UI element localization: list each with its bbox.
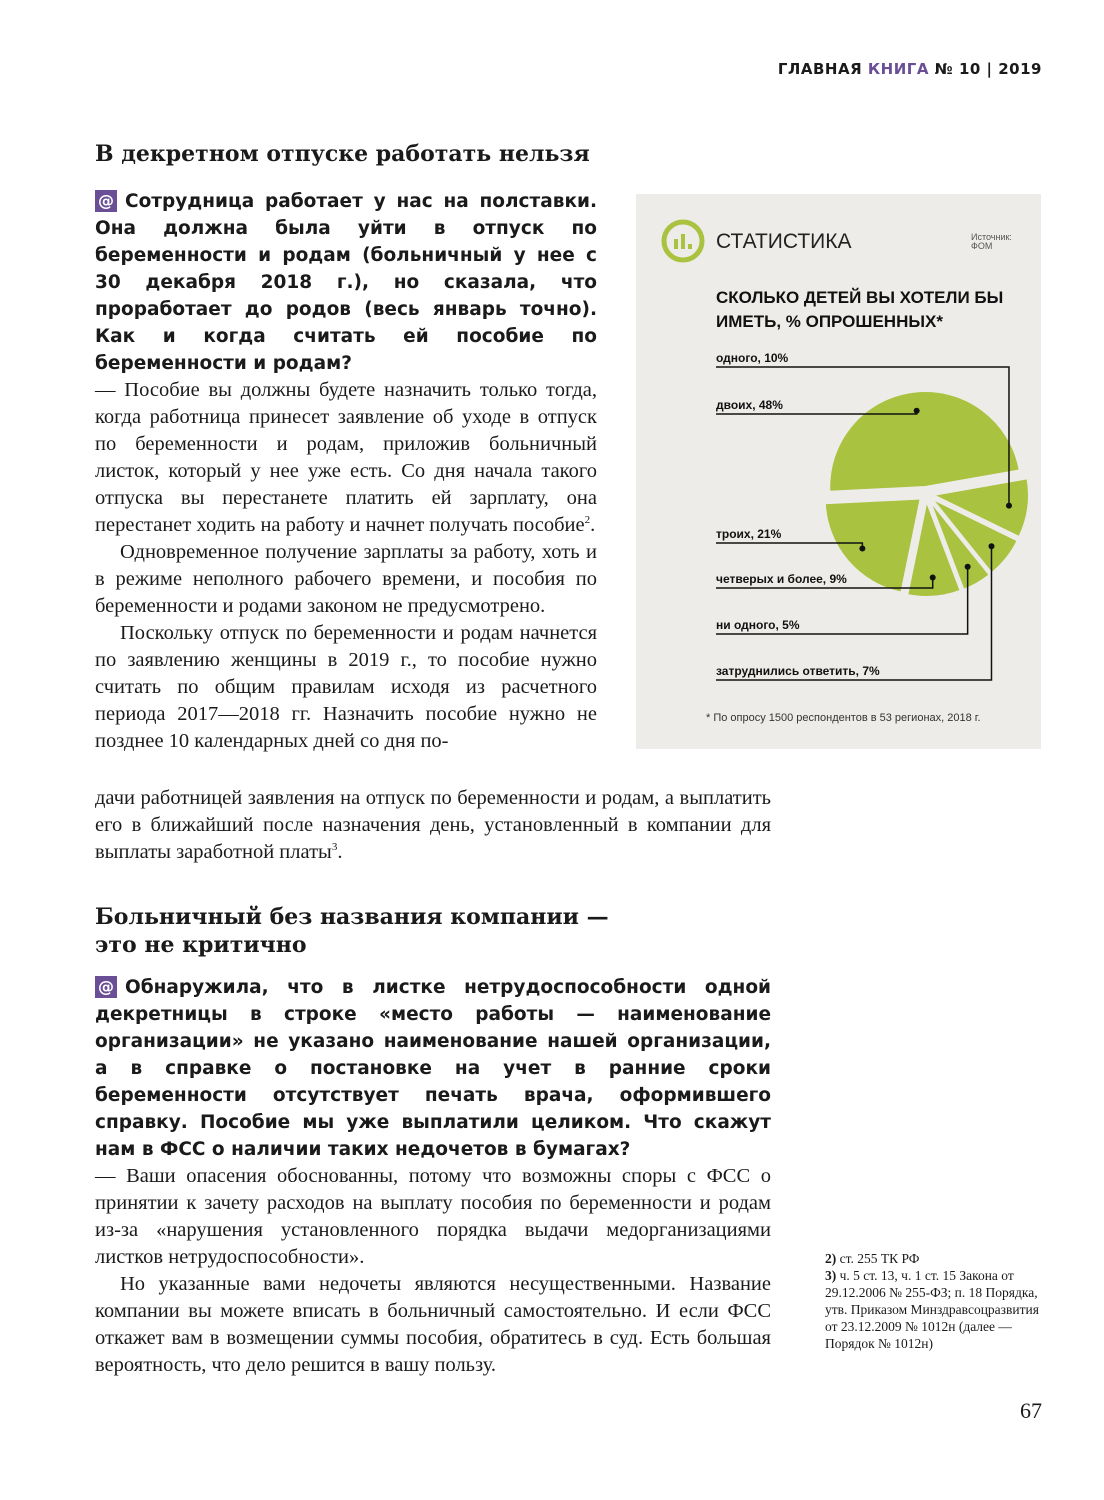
journal-header bbox=[778, 60, 1042, 78]
pie-chart bbox=[636, 194, 1041, 749]
leader-dot-one bbox=[1006, 503, 1012, 509]
pie-label-two: двоих, 48% bbox=[716, 398, 783, 412]
pie-slice-two bbox=[829, 391, 1020, 492]
section2-answer2: Но указанные вами недочеты являются несущественными. Название компании вы можете вписать в больничный самостоятельно. И если ФСС откажет вам в возмещении суммы пособия, обратитесь в суд. Есть большая вероятность, что дело решится в вашу пользу. bbox=[95, 1273, 771, 1376]
footnote-ref-2[interactable]: 2 bbox=[584, 514, 591, 527]
section1-answer1: — Пособие вы должны будете назначить только тогда, когда работница принесет заявление об уходе в отпуск по беременности и родам, приложив больничный листок, который у нее уже есть. Со дня начала такого отпуска вы перестанете платить ей зарплату, она перестанет ходить на работу и начнет получать пособие$^2$. bbox=[95, 379, 597, 536]
pie-label-one: одного, 10% bbox=[716, 351, 789, 365]
footnotes bbox=[825, 1250, 1045, 1352]
section1-question-text: Сотрудница работает у нас на полставки. Она должна была уйти в отпуск по беременности и родам (больничный у нее с 30 декабря 2018 г.), но сказала, что проработает до родов (весь январь точно). Как и когда считать ей пособие по беременности и родам? bbox=[95, 191, 597, 374]
chart-title-line1: СКОЛЬКО ДЕТЕЙ ВЫ ХОТЕЛИ БЫ bbox=[716, 288, 1004, 307]
section1-title: В декретном отпуске работать нельзя bbox=[95, 141, 590, 167]
leader-dot-two bbox=[914, 408, 920, 414]
section1-question bbox=[95, 188, 597, 377]
pie-label-none: ни одного, 5% bbox=[716, 618, 800, 632]
pie-label-three: троих, 21% bbox=[716, 527, 782, 541]
pie-slices bbox=[825, 391, 1029, 597]
page-number: 67 bbox=[1020, 1398, 1042, 1423]
stat-source: ФОМ bbox=[971, 241, 993, 251]
section1-answer3a: Поскольку отпуск по беременности и родам начнется по заявлению женщины в 2019 г., то пособие нужно считать по общим правилам исходя из расчетного периода 2017—2018 гг. Назначить пособие нужно не позднее 10 календарных дней со дня по- bbox=[95, 622, 597, 752]
section2-question-text: Обнаружила, что в листке нетрудоспособности одной декретницы в строке «место работы — наименование организации» не указано наименование нашей организации, а в справке о постановке на учет в ранние сроки беременности отсутствует печать врача, оформившего справку. Пособие мы уже выплатили целиком. Что скажут нам в ФСС о наличии таких недочетов в бумагах? bbox=[95, 977, 771, 1160]
section1-body-bottom bbox=[95, 785, 771, 866]
chart-title-line2: ИМЕТЬ, % ОПРОШЕННЫХ* bbox=[716, 312, 943, 331]
statistics-icon bbox=[664, 222, 702, 260]
stat-footnote: * По опросу 1500 респондентов в 53 регионах, 2018 г. bbox=[706, 712, 981, 724]
pie-label-four-plus: четверых и более, 9% bbox=[716, 572, 847, 586]
header-part3: № 10 | 2019 bbox=[934, 60, 1042, 78]
stat-source-label: Источник: bbox=[971, 232, 1012, 242]
footnote-2: 2) ст. 255 ТК РФ bbox=[825, 1251, 920, 1266]
leader-dot-four-plus bbox=[930, 575, 936, 581]
statistics-box bbox=[636, 194, 1041, 749]
section1-body-top bbox=[95, 188, 597, 755]
leader-dot-three bbox=[859, 546, 865, 552]
section2-title: Больничный без названия компании — это не критично bbox=[95, 904, 609, 958]
section1-answer2: Одновременное получение зарплаты за работу, хоть и в режиме неполного рабочего времени, и пособия по беременности и родами законом не предусмотрено. bbox=[95, 541, 597, 617]
header-part2: КНИГА bbox=[867, 60, 929, 78]
qa-marker-icon: @ bbox=[95, 190, 117, 212]
section2-answer1: — Ваши опасения обоснованны, потому что возможны споры с ФСС о принятии к зачету расходов на выплату пособия по беременности и родам из-за «нарушения установленного порядка выдачи медорганизациями листков нетрудоспособности». bbox=[95, 1165, 771, 1268]
leader-dot-none bbox=[965, 564, 971, 570]
header-part1: ГЛАВНАЯ bbox=[777, 60, 863, 78]
stat-label: СТАТИСТИКА bbox=[716, 230, 852, 253]
qa-marker-icon: @ bbox=[95, 976, 117, 998]
section2-question bbox=[95, 974, 771, 1163]
section2-body bbox=[95, 974, 771, 1379]
leader-dot-hard-to-answer bbox=[988, 543, 994, 549]
section1-answer3b: дачи работницей заявления на отпуск по беременности и родам, а выплатить его в ближайший после назначения день, установленный в компании для выплаты заработной платы$^3$. bbox=[95, 787, 771, 863]
footnote-ref-3[interactable]: 3 bbox=[331, 841, 338, 854]
pie-label-hard-to-answer: затруднились ответить, 7% bbox=[716, 664, 880, 678]
footnote-3: 3) ч. 5 ст. 13, ч. 1 ст. 15 Закона от 29.12.2006 № 255-ФЗ; п. 18 Порядка, утв. Приказом Минздравсоцразвития от 23.12.2009 № 1012н (далее — Порядок № 1012н) bbox=[825, 1268, 1039, 1351]
